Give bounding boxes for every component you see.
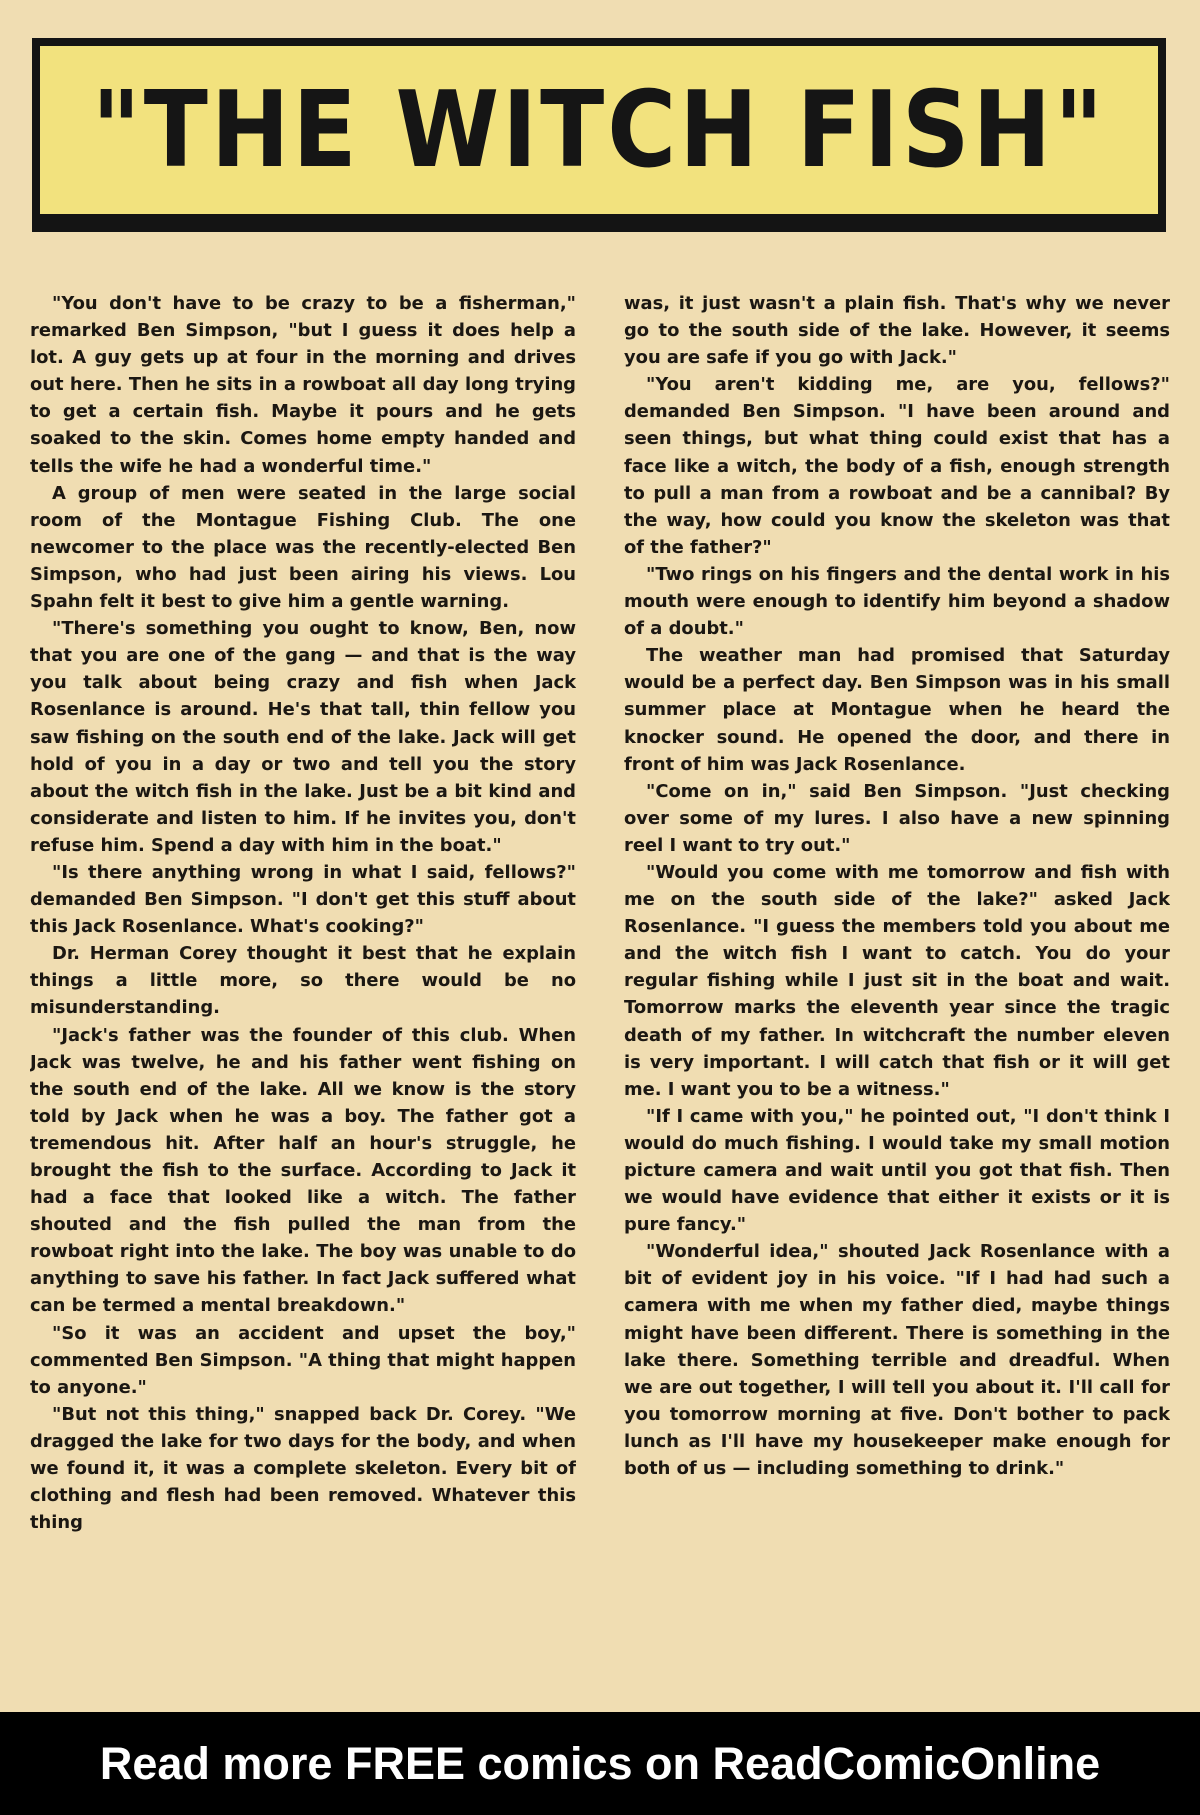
paragraph: "Jack's father was the founder of this club. When Jack was twelve, he and his father went fishing on the south end of the lake. All we know is the story told by Jack when he was a boy. The father got a tremendous hit. After half an hour's struggle, he brought the fish to the surface. According to Jack it had a face that looked like a witch. The father shouted and the fish pulled the man from the rowboat right into the lake. The boy was unable to do anything to save his father. In fact Jack suffered what can be termed a mental breakdown." [30, 1024, 576, 1317]
paragraph: Dr. Herman Corey thought it best that he explain things a little more, so there would be no misunderstanding. [30, 943, 576, 1019]
footer-banner[interactable] [0, 1712, 1200, 1815]
text-column-right [624, 290, 1170, 1690]
story-title: "THE WITCH FISH" [91, 68, 1107, 192]
paragraph: A group of men were seated in the large social room of the Montague Fishing Club. The one newcomer to the place was the recently-elected Ben Simpson, who had just been airing his views. Lou Spahn felt it best to give him a gentle warning. [30, 482, 576, 613]
paragraph: "There's something you ought to know, Ben, now that you are one of the gang — and that is the way you talk about being crazy and fish when Jack Rosenlance is around. He's that tall, thin fellow you saw fishing on the south end of the lake. Jack will get hold of you in a day or two and tell you the story about the witch fish in the lake. Just be a bit kind and considerate and listen to him. If he invites you, don't refuse him. Spend a day with him in the boat." [30, 618, 576, 856]
paragraph-continuation: was, it just wasn't a plain fish. That's why we never go to the south side of the lake. However, it seems you are safe if you go with Jack." [624, 293, 1170, 369]
paragraph: "Wonderful idea," shouted Jack Rosenlance with a bit of evident joy in his voice. "If I had had such a camera with me when my father died, maybe things might have been different. There is something in the lake there. Something terrible and dreadful. When we are out together, I will tell you about it. I'll call for you tomorrow morning at five. Don't bother to pack lunch as I'll have my housekeeper make enough for both of us — including something to drink." [624, 1241, 1170, 1480]
paragraph: "Come on in," said Ben Simpson. "Just checking over some of my lures. I also have a new spinning reel I want to try out." [624, 780, 1170, 856]
paragraph: "Would you come with me tomorrow and fish with me on the south side of the lake?" asked Jack Rosenlance. "I guess the members told you about me and the witch fish I want to catch. You do your regular fishing while I just sit in the boat and wait. Tomorrow marks the eleventh year since the tragic death of my father. In witchcraft the number eleven is very important. I will catch that fish or it will get me. I want you to be a witness." [624, 861, 1170, 1100]
paragraph: "If I came with you," he pointed out, "I don't think I would do much fishing. I would take my small motion picture camera and wait until you got that fish. Then we would have evidence that either it exists or it is pure fancy." [624, 1105, 1170, 1236]
paragraph: "Two rings on his fingers and the dental work in his mouth were enough to identify him beyond a shadow of a doubt." [624, 563, 1170, 640]
paragraph: "Is there anything wrong in what I said, fellows?" demanded Ben Simpson. "I don't get this stuff about this Jack Rosenlance. What's cooking?" [30, 861, 576, 938]
paragraph: "You aren't kidding me, are you, fellows?" demanded Ben Simpson. "I have been around and seen things, but what thing could exist that has a face like a witch, the body of a fish, enough strength to pull a man from a rowboat and be a cannibal? By the way, how could you know the skeleton was that of the father?" [624, 374, 1170, 558]
text-column-left [30, 290, 576, 1690]
footer-text[interactable]: Read more FREE comics on ReadComicOnline [99, 1737, 1101, 1789]
paragraph: "You don't have to be crazy to be a fisherman," remarked Ben Simpson, "but I guess it does help a lot. A guy gets up at four in the morning and drives out here. Then he sits in a rowboat all day long trying to get a certain fish. Maybe it pours and he gets soaked to the skin. Comes home empty handed and tells the wife he had a wonderful time." [30, 293, 576, 477]
paragraph: The weather man had promised that Saturday would be a perfect day. Ben Simpson was in his small summer place at Montague when he heard the knocker sound. He opened the door, and there in front of him was Jack Rosenlance. [624, 645, 1170, 775]
title-banner [32, 38, 1166, 222]
paragraph: "So it was an accident and upset the boy," commented Ben Simpson. "A thing that might happen to anyone." [30, 1322, 576, 1398]
story-text [30, 290, 1170, 1690]
paragraph: "But not this thing," snapped back Dr. Corey. "We dragged the lake for two days for the body, and when we found it, it was a complete skeleton. Every bit of clothing and flesh had been removed. Whatever this thing [30, 1403, 576, 1534]
